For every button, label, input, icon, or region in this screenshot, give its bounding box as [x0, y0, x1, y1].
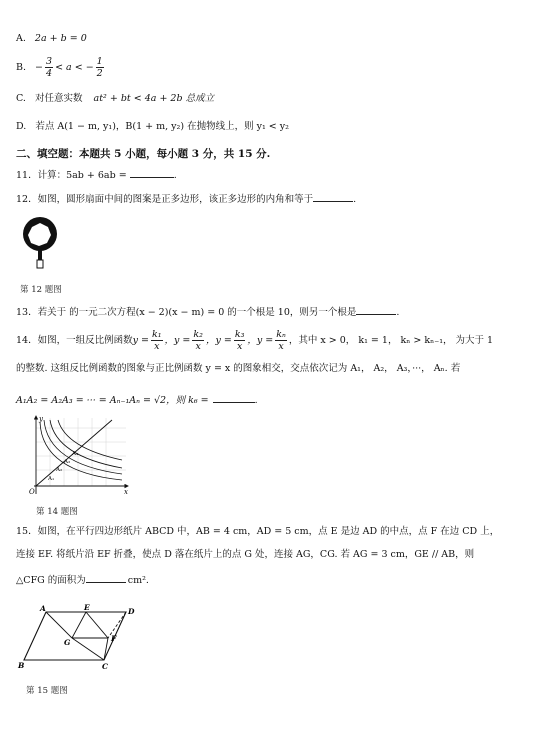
segment-cg — [72, 638, 104, 660]
point-a3-label: A₃ — [64, 459, 71, 465]
question-end: . — [254, 395, 258, 406]
function-1-fraction — [151, 329, 163, 352]
question-15-line-3 — [16, 574, 149, 588]
vertex-a-label: A — [40, 604, 46, 613]
question-text: 如图，圆形扇面中间的图案是正多边形，该正多边形的内角和等于 — [37, 194, 314, 205]
option-b-middle: < a < − — [55, 62, 94, 73]
option-b-label: B. — [16, 62, 27, 73]
question-number: 13． — [16, 307, 38, 318]
answer-blank[interactable] — [313, 201, 353, 202]
section-heading: 二、填空题：本题共 5 小题，每小题 3 分，共 15 分. — [16, 148, 271, 160]
parallelogram-figure — [14, 602, 140, 672]
option-d — [16, 120, 289, 134]
function-1-lhs: y = — [132, 335, 149, 346]
fraction-denominator: 2 — [96, 68, 103, 79]
answer-blank[interactable] — [130, 177, 174, 178]
option-c-label: C. — [16, 93, 26, 104]
question-15-line-1 — [16, 525, 499, 539]
answer-blank[interactable] — [213, 402, 255, 403]
question-14-line-1 — [16, 328, 493, 354]
vertex-e-label: E — [84, 603, 90, 612]
figure-caption: 第 12 题图 — [20, 285, 62, 295]
point-a1-label: A₁ — [48, 476, 55, 482]
option-d-text: 若点 A(1 − m, y₁)，B(1 + m, y₂) 在抛物线上，则 y₁ < y₂ — [35, 121, 289, 132]
question-12 — [16, 193, 356, 207]
function-n-lhs: ，y = — [247, 335, 274, 346]
point-a2-label: A₂ — [56, 467, 63, 473]
fraction-denominator: x — [154, 341, 160, 352]
fraction-denominator: 4 — [46, 68, 53, 79]
function-2-lhs: ，y = — [164, 335, 191, 346]
option-b-fraction-2 — [96, 56, 104, 79]
question-14-line-3 — [16, 394, 258, 408]
fraction-numerator: kₙ — [276, 329, 286, 340]
question-text: 如图，在平行四边形纸片 ABCD 中，AB = 4 cm，AD = 5 cm，点 E 是边 AD 的中点，点 F 在边 CD 上， — [37, 526, 500, 537]
question-13 — [16, 306, 399, 320]
function-2-fraction — [192, 329, 204, 352]
question-number: 15． — [16, 526, 38, 537]
figure-caption: 第 15 题图 — [26, 686, 68, 696]
fraction-denominator: x — [278, 341, 284, 352]
question-15-line-2: 连接 EF. 将纸片沿 EF 折叠，使点 D 落在纸片上的点 G 处，连接 AG，CG. 若 AG = 3 cm，GE // AB，则 — [16, 549, 475, 560]
fold-line-ef — [86, 612, 108, 638]
option-a-text: 2a + b = 0 — [34, 33, 87, 44]
hyperbola-figure — [26, 414, 130, 496]
question-number: 11． — [16, 170, 38, 181]
segment-ag — [46, 612, 72, 638]
fraction-numerator: 3 — [46, 56, 53, 67]
function-3-fraction — [234, 329, 246, 352]
area-unit: cm². — [127, 575, 149, 586]
option-c — [16, 92, 214, 106]
question-end: . — [353, 194, 357, 205]
segment-eg — [72, 612, 86, 638]
function-3-lhs: ，y = — [205, 335, 232, 346]
fraction-denominator: x — [236, 341, 243, 352]
fraction-denominator: x — [195, 341, 201, 352]
question-text: 计算：5ab + 6ab = — [37, 170, 127, 181]
option-c-expression: at² + bt < 4a + 2b 总成立 — [93, 93, 215, 104]
option-c-text: 对任意实数 — [34, 93, 83, 104]
fraction-numerator: k₃ — [234, 329, 245, 340]
question-end: . — [173, 170, 177, 181]
y-axis-label: y — [39, 415, 43, 423]
fraction-numerator: k₁ — [151, 329, 162, 340]
question-text: △CFG 的面积为 — [16, 575, 86, 586]
hyperbola-4 — [58, 420, 122, 460]
vertex-d-label: D — [128, 607, 135, 616]
vertex-b-label: B — [18, 661, 25, 670]
origin-label: O — [29, 488, 35, 496]
question-text: 如图，一组反比例函数 — [37, 335, 133, 346]
option-a-label: A. — [16, 33, 26, 44]
question-number: 14． — [16, 335, 38, 346]
fraction-numerator: 1 — [96, 56, 103, 67]
vertex-g-label: G — [64, 638, 71, 647]
question-11 — [16, 169, 177, 183]
figure-caption: 第 14 题图 — [36, 507, 78, 517]
answer-blank[interactable] — [86, 582, 126, 583]
option-b — [16, 56, 106, 80]
option-a — [16, 32, 87, 46]
question-number: 12． — [16, 194, 38, 205]
question-end: . — [396, 307, 400, 318]
x-axis-label: x — [124, 488, 128, 496]
option-b-fraction-1 — [45, 56, 53, 79]
point-a4-label: A₄ — [72, 451, 79, 457]
option-d-label: D. — [16, 121, 27, 132]
answer-blank[interactable] — [356, 314, 396, 315]
question-text-continued: ，其中 x > 0， k₁ = 1， kₙ > kₙ₋₁， 为大于 1 — [288, 335, 494, 346]
vertex-c-label: C — [102, 662, 108, 671]
question-text: 若关于 的一元二次方程(x − 2)(x − m) = 0 的一个根是 10，则另一个根是 — [37, 307, 357, 318]
vertex-f-label: F — [111, 634, 117, 643]
question-text: A₁A₂ = A₂A₃ = ··· = Aₙ₋₁Aₙ = √2，则 k₆ = — [16, 395, 209, 406]
fan-figure — [20, 214, 60, 272]
question-14-line-2: 的整数. 这组反比例函数的图象与正比例函数 y = x 的图象相交，交点依次记为 A₁， A₂， A₃，···， Aₙ. 若 — [16, 363, 461, 374]
fraction-numerator: k₂ — [193, 329, 203, 340]
function-n-fraction — [275, 329, 287, 352]
option-b-minus: − — [35, 62, 44, 73]
